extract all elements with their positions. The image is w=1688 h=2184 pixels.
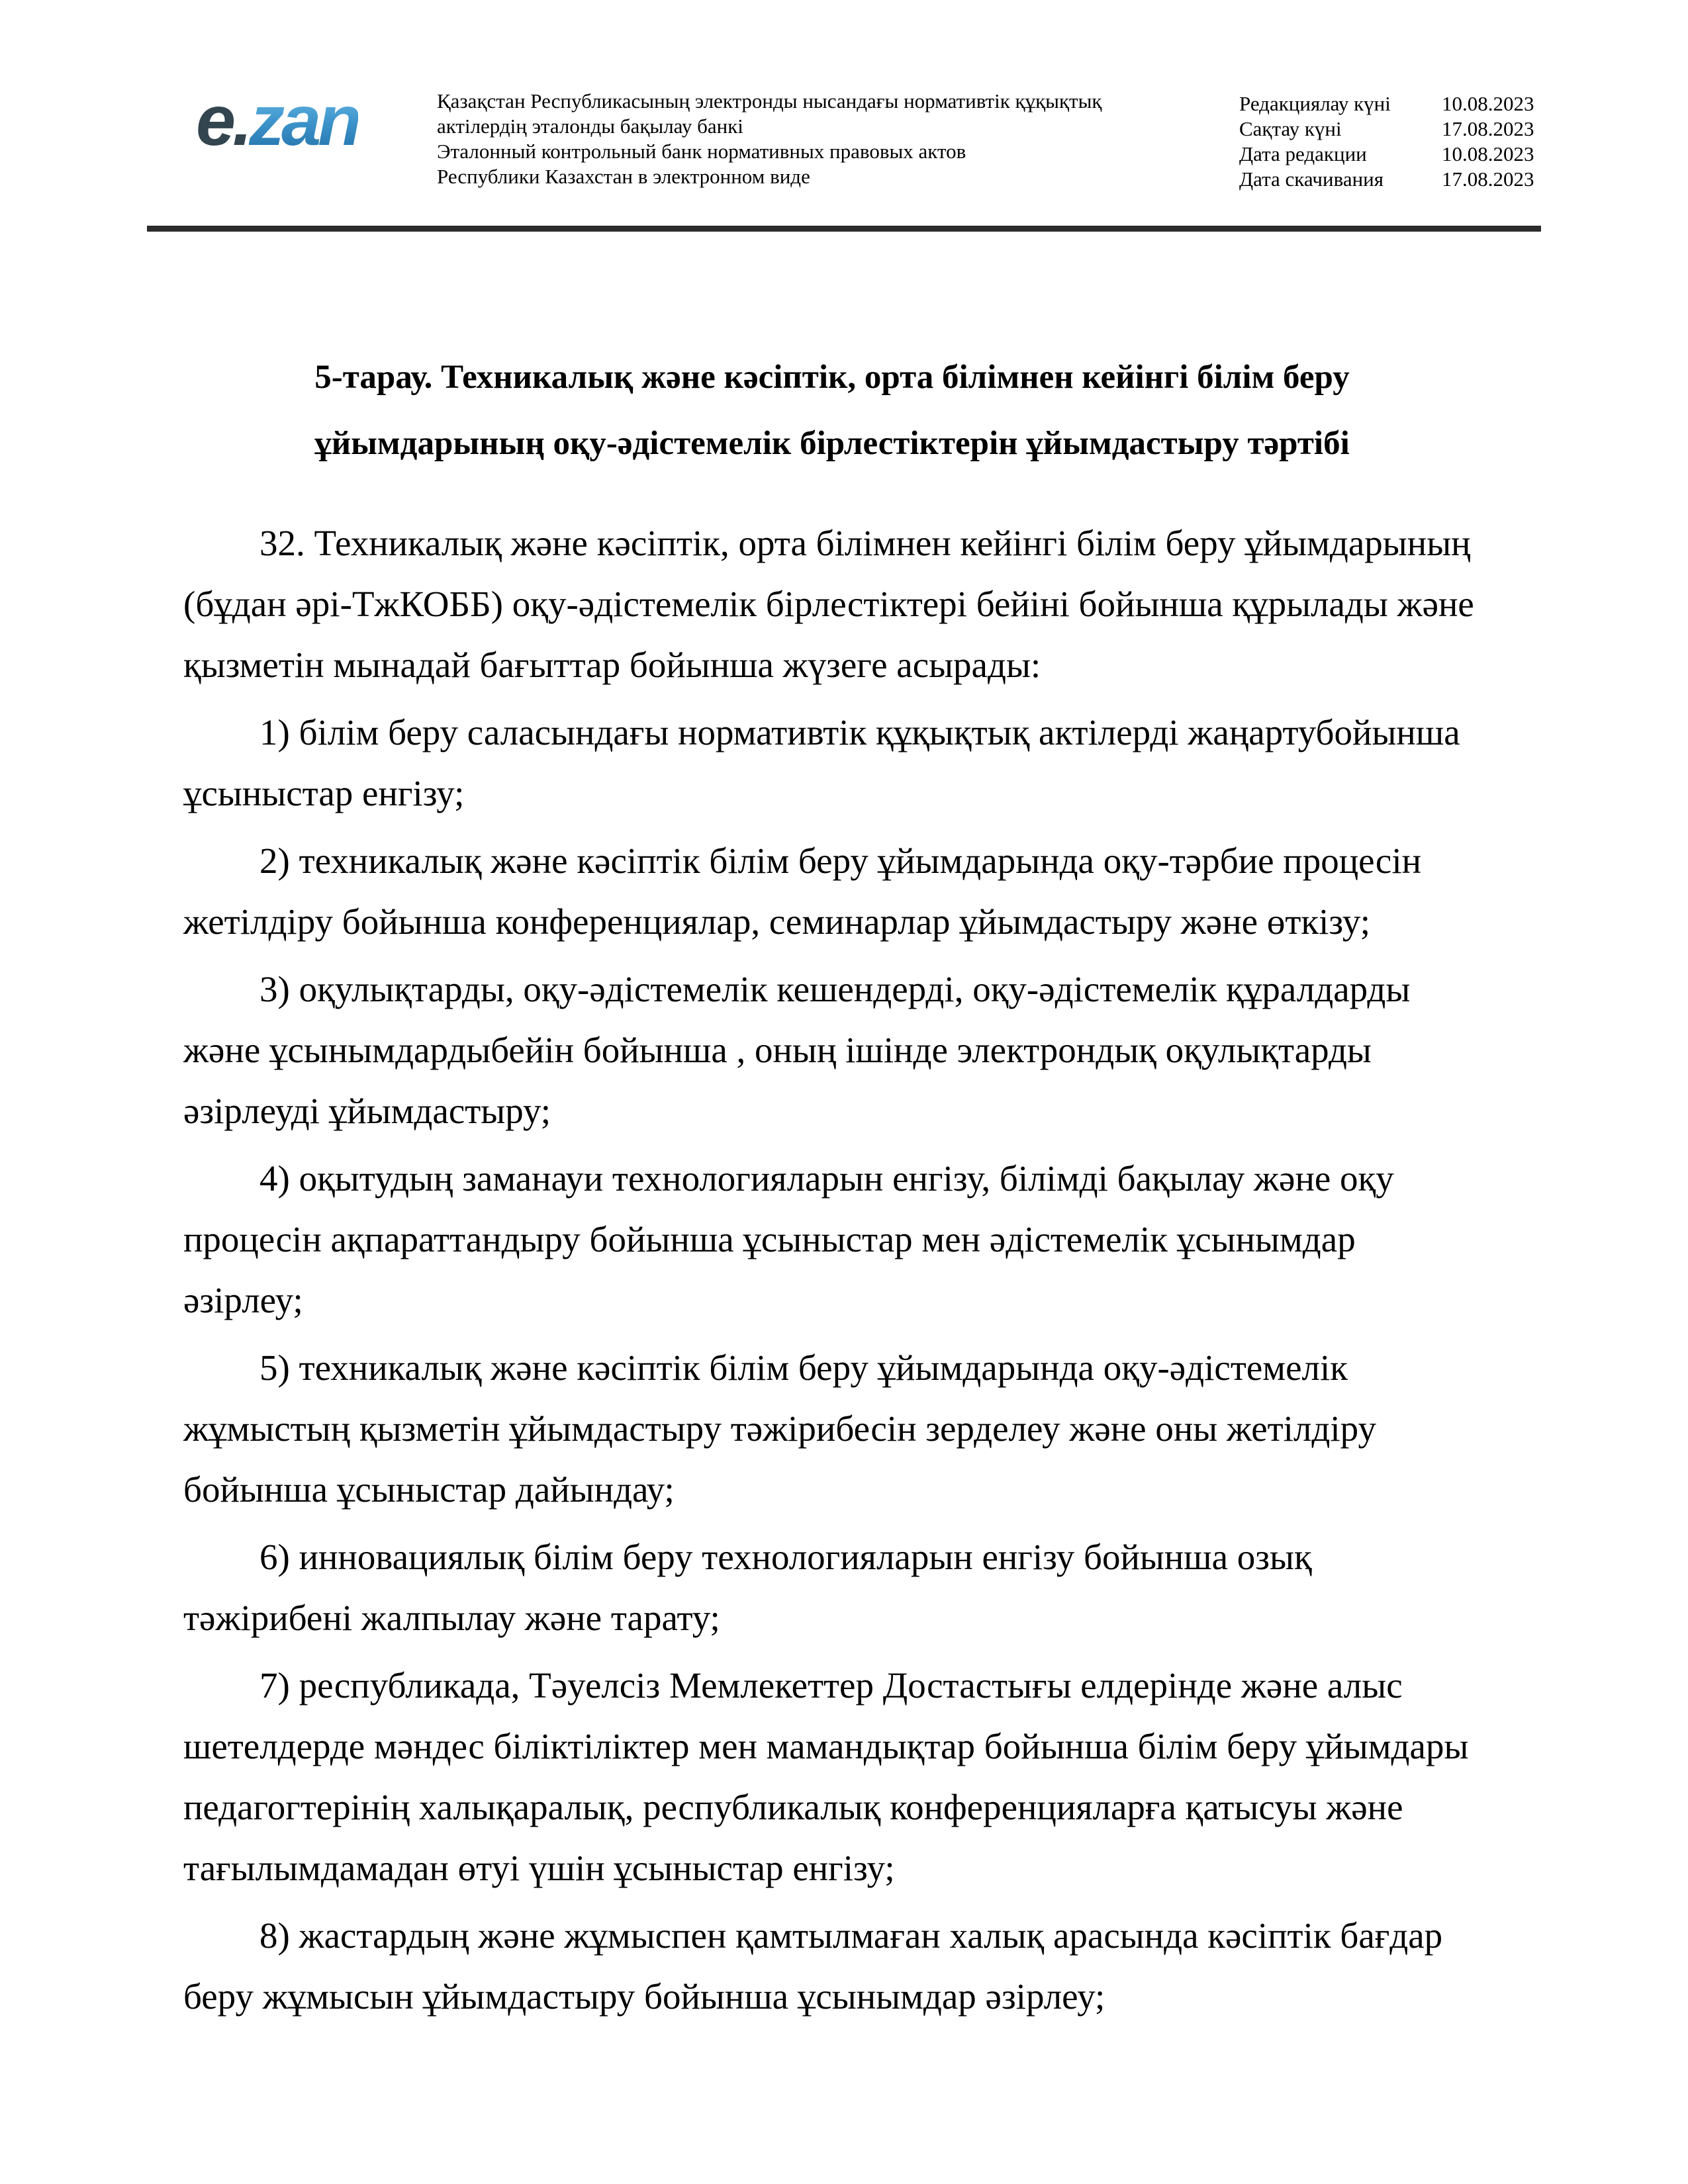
logo-suffix: zan xyxy=(249,80,359,160)
paragraph: 6) инновациялық білім беру технологияларын енгізу бойынша озық тәжірибені жалпылау және тарату; xyxy=(183,1537,1312,1638)
header-divider xyxy=(147,226,1541,232)
org-line: актілердің эталонды бақылау банкі xyxy=(437,114,743,138)
paragraph: 3) оқулықтарды, оқу-әдістемелік кешендерді, оқу-әдістемелік құралдарды және ұсынымдардыбейін бойынша , оның ішінде электрондық оқулықтарды әзірлеуді ұйымдастыру; xyxy=(183,969,1411,1131)
paragraph: 2) техникалық және кәсіптік білім беру ұйымдарында оқу-тәрбие процесін жетілдіру бойынша конференциялар, семинарлар ұйымдастыру және өткізу; xyxy=(183,841,1422,942)
org-line: Қазақстан Республикасының электронды нысандағы нормативтік құқықтық xyxy=(437,89,1102,113)
date-value: 10.08.2023 xyxy=(1442,142,1534,165)
org-line: Республики Казахстан в электронном виде xyxy=(437,165,810,188)
chapter-title: 5-тарау. Техникалық және кәсіптік, орта білімнен кейінгі білім беру ұйымдарының оқу-әдістемелік бірлестіктерін ұйымдастыру тәртібі xyxy=(314,359,1350,462)
date-row xyxy=(1239,142,1554,167)
paragraph: 4) оқытудың заманауи технологияларын енгізу, білімді бақылау және оқу процесін ақпараттандыру бойынша ұсыныстар мен әдістемелік ұсынымдар әзірлеу; xyxy=(183,1158,1394,1320)
date-table xyxy=(1239,91,1554,192)
document-content xyxy=(183,344,1481,2034)
paragraph: 32. Техникалық және кәсіптік, орта білімнен кейінгі білім беру ұйымдарының (бұдан әрі-ТжКОББ) оқу-әдістемелік бірлестіктері бейіні бойынша құрылады және қызметін мынадай бағыттар бойынша жүзеге асырады: xyxy=(183,523,1474,685)
date-value: 10.08.2023 xyxy=(1442,92,1534,115)
document-body xyxy=(183,513,1481,2027)
paragraph: 8) жастардың және жұмыспен қамтылмаған халық арасында кәсіптік бағдар беру жұмысын ұйымдастыру бойынша ұсынымдар әзірлеу; xyxy=(183,1915,1443,2017)
date-value: 17.08.2023 xyxy=(1442,167,1534,191)
date-row xyxy=(1239,91,1554,116)
date-label: Дата редакции xyxy=(1239,142,1367,165)
org-description xyxy=(437,89,1102,189)
paragraph: 7) республикада, Тәуелсіз Мемлекеттер Достастығы елдерінде және алыс шетелдерде мәндес біліктіліктер мен мамандықтар бойынша білім беру ұйымдары педагогтерінің халықаралық, республикалық конференцияларға қатысуы және тағылымдамадан өтуі үшін ұсыныстар енгізу; xyxy=(183,1665,1469,1888)
paragraph: 5) техникалық және кәсіптік білім беру ұйымдарында оқу-әдістемелік жұмыстың қызметін ұйымдастыру тәжірибесін зерделеу және оны жетілдіру бойынша ұсыныстар дайындау; xyxy=(183,1347,1376,1510)
date-label: Сақтау күні xyxy=(1239,117,1342,140)
date-value: 17.08.2023 xyxy=(1442,117,1534,140)
date-label: Дата скачивания xyxy=(1239,167,1384,191)
logo-prefix: e. xyxy=(196,80,250,160)
org-line: Эталонный контрольный банк нормативных правовых актов xyxy=(437,140,966,163)
ezan-logo xyxy=(196,80,359,160)
date-row xyxy=(1239,167,1554,192)
paragraph: 1) білім беру саласындағы нормативтік құқықтық актілерді жаңартубойынша ұсыныстар енгізу; xyxy=(183,712,1460,813)
date-label: Редакциялау күні xyxy=(1239,92,1391,115)
date-row xyxy=(1239,116,1554,142)
